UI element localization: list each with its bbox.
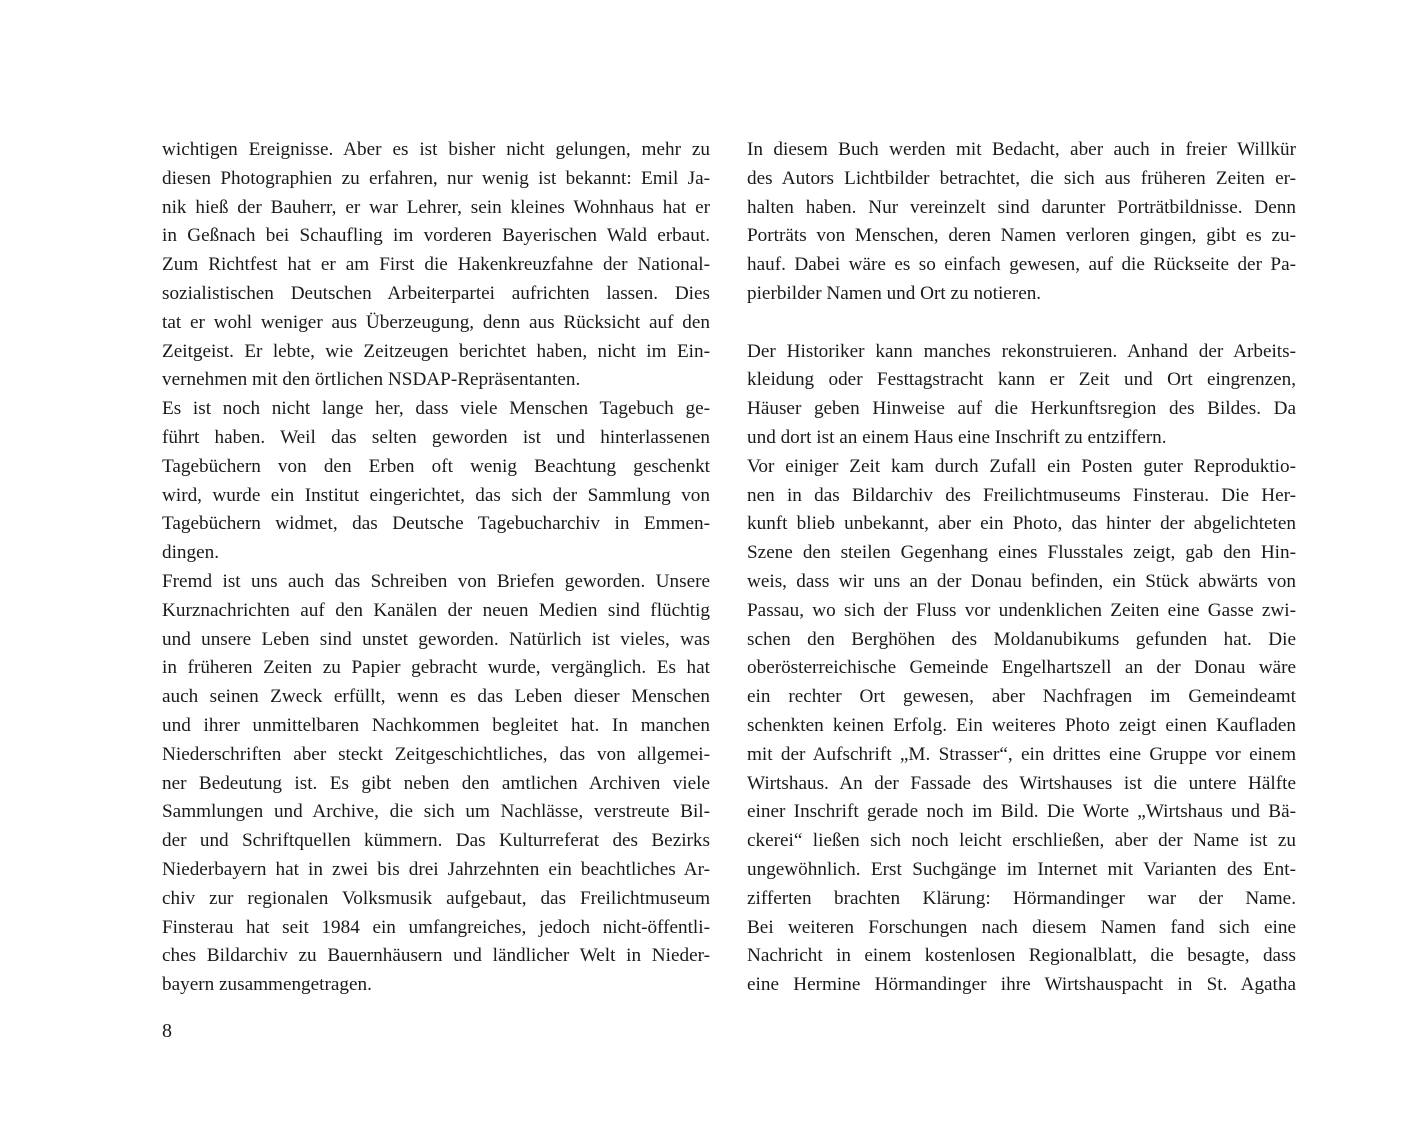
text-line: eine Hermine Hörmandinger ihre Wirtshauspacht in St. Agatha — [747, 974, 1296, 996]
text-line: schen den Berghöhen des Moldanubikums gefunden hat. Die — [747, 628, 1296, 650]
text-line: Vor einiger Zeit kam durch Zufall ein Posten guter Reproduktio- — [747, 455, 1296, 477]
text-line: wird, wurde ein Institut eingerichtet, das sich der Sammlung von — [162, 484, 710, 506]
text-line: Kurznachrichten auf den Kanälen der neuen Medien sind flüchtig — [162, 599, 710, 621]
text-line: Finsterau hat seit 1984 ein umfangreiches, jedoch nicht-öffentli- — [162, 916, 710, 938]
text-line: Passau, wo sich der Fluss vor undenklichen Zeiten eine Gasse zwi- — [747, 599, 1296, 621]
text-line: dingen. — [162, 542, 220, 564]
text-line: vernehmen mit den örtlichen NSDAP-Repräsentanten. — [162, 369, 581, 391]
text-line: Bei weiteren Forschungen nach diesem Namen fand sich eine — [747, 916, 1296, 938]
paragraph — [747, 453, 1296, 1000]
text-line: in früheren Zeiten zu Papier gebracht wurde, vergänglich. Es hat — [162, 657, 710, 679]
text-line: ungewöhnlich. Erst Suchgänge im Internet mit Varianten des Ent- — [747, 858, 1296, 880]
text-line: Nachricht in einem kostenlosen Regionalblatt, die besagte, dass — [747, 945, 1296, 967]
text-line: einer Inschrift gerade noch im Bild. Die Worte „Wirtshaus und Bä- — [747, 801, 1296, 823]
text-line: Niederschriften aber steckt Zeitgeschichtliches, das von allgemei- — [162, 743, 710, 765]
text-line: kleidung oder Festtagstracht kann er Zeit und Ort eingrenzen, — [747, 369, 1296, 391]
text-line: sozialistischen Deutschen Arbeiterpartei aufrichten lassen. Dies — [162, 282, 710, 304]
text-line: Niederbayern hat in zwei bis drei Jahrzehnten ein beachtliches Ar- — [162, 858, 710, 880]
text-line: Der Historiker kann manches rekonstruieren. Anhand der Arbeits- — [747, 340, 1296, 362]
text-line: bayern zusammengetragen. — [162, 974, 372, 996]
text-line: und dort ist an einem Haus eine Inschrift zu entziffern. — [747, 426, 1167, 448]
text-line: Zum Richtfest hat er am First die Hakenkreuzfahne der National- — [162, 254, 710, 276]
paragraph — [162, 395, 710, 568]
text-line: Wirtshaus. An der Fassade des Wirtshauses ist die untere Hälfte — [747, 772, 1296, 794]
text-line: Es ist noch nicht lange her, dass viele Menschen Tagebuch ge- — [162, 398, 710, 420]
page-number: 8 — [162, 1020, 172, 1042]
right-text-column — [747, 136, 1296, 1000]
left-text-column — [162, 136, 710, 1000]
text-line: Porträts von Menschen, deren Namen verloren gingen, gibt es zu- — [747, 225, 1296, 247]
text-line: Tagebüchern von den Erben oft wenig Beachtung geschenkt — [162, 455, 710, 477]
text-line: ner Bedeutung ist. Es gibt neben den amtlichen Archiven viele — [162, 772, 710, 794]
paragraph — [747, 136, 1296, 309]
text-line: halten haben. Nur vereinzelt sind darunter Porträtbildnisse. Denn — [747, 196, 1296, 218]
text-line: nik hieß der Bauherr, er war Lehrer, sein kleines Wohnhaus hat er — [162, 196, 710, 218]
text-line: ein rechter Ort gewesen, aber Nachfragen im Gemeindeamt — [747, 686, 1296, 708]
text-line: oberösterreichische Gemeinde Engelhartszell an der Donau wäre — [747, 657, 1296, 679]
text-line: tat er wohl weniger aus Überzeugung, denn aus Rücksicht auf den — [162, 311, 710, 333]
text-line: Häuser geben Hinweise auf die Herkunftsregion des Bildes. Da — [747, 398, 1296, 420]
text-line: und unsere Leben sind unstet geworden. Natürlich ist vieles, was — [162, 628, 710, 650]
text-line: der und Schriftquellen kümmern. Das Kulturreferat des Bezirks — [162, 830, 710, 852]
paragraph — [162, 136, 710, 395]
text-line: und ihrer unmittelbaren Nachkommen begleitet hat. In manchen — [162, 714, 710, 736]
text-line: Tagebüchern widmet, das Deutsche Tagebucharchiv in Emmen- — [162, 513, 710, 535]
text-line: zifferten brachten Klärung: Hörmandinger war der Name. — [747, 887, 1296, 909]
text-line: In diesem Buch werden mit Bedacht, aber auch in freier Willkür — [747, 139, 1296, 160]
text-line: chiv zur regionalen Volksmusik aufgebaut, das Freilichtmuseum — [162, 887, 710, 909]
text-line: des Autors Lichtbilder betrachtet, die sich aus früheren Zeiten er- — [747, 167, 1296, 189]
paragraph — [747, 338, 1296, 453]
text-line: Zeitgeist. Er lebte, wie Zeitzeugen berichtet haben, nicht im Ein- — [162, 340, 710, 362]
text-line: nen in das Bildarchiv des Freilichtmuseums Finsterau. Die Her- — [747, 484, 1296, 506]
text-line: in Geßnach bei Schaufling im vorderen Bayerischen Wald erbaut. — [162, 225, 710, 247]
text-line: schenkten keinen Erfolg. Ein weiteres Photo zeigt einen Kaufladen — [747, 714, 1296, 736]
text-line: ckerei“ ließen sich noch leicht erschließen, aber der Name ist zu — [747, 830, 1296, 852]
text-line: kunft blieb unbekannt, aber ein Photo, das hinter der abgelichteten — [747, 513, 1296, 535]
text-line: ches Bildarchiv zu Bauernhäusern und ländlicher Welt in Nieder- — [162, 945, 710, 967]
text-line: auch seinen Zweck erfüllt, wenn es das Leben dieser Menschen — [162, 686, 710, 708]
text-line: mit der Aufschrift „M. Strasser“, ein drittes eine Gruppe vor einem — [747, 743, 1296, 765]
text-line: wichtigen Ereignisse. Aber es ist bisher nicht gelungen, mehr zu — [162, 139, 710, 160]
text-line: diesen Photographien zu erfahren, nur wenig ist bekannt: Emil Ja- — [162, 167, 710, 189]
text-line: führt haben. Weil das selten geworden ist und hinterlassenen — [162, 426, 710, 448]
text-line: hauf. Dabei wäre es so einfach gewesen, auf die Rückseite der Pa- — [747, 254, 1296, 276]
text-line: Szene den steilen Gegenhang eines Flusstales zeigt, gab den Hin- — [747, 542, 1296, 564]
text-line: weis, dass wir uns an der Donau befinden, ein Stück abwärts von — [747, 570, 1296, 592]
text-line: Sammlungen und Archive, die sich um Nachlässe, verstreute Bil- — [162, 801, 710, 823]
text-line: Fremd ist uns auch das Schreiben von Briefen geworden. Unsere — [162, 570, 710, 592]
paragraph-gap — [747, 309, 1296, 338]
paragraph — [162, 568, 710, 1000]
text-line: pierbilder Namen und Ort zu notieren. — [747, 282, 1042, 304]
